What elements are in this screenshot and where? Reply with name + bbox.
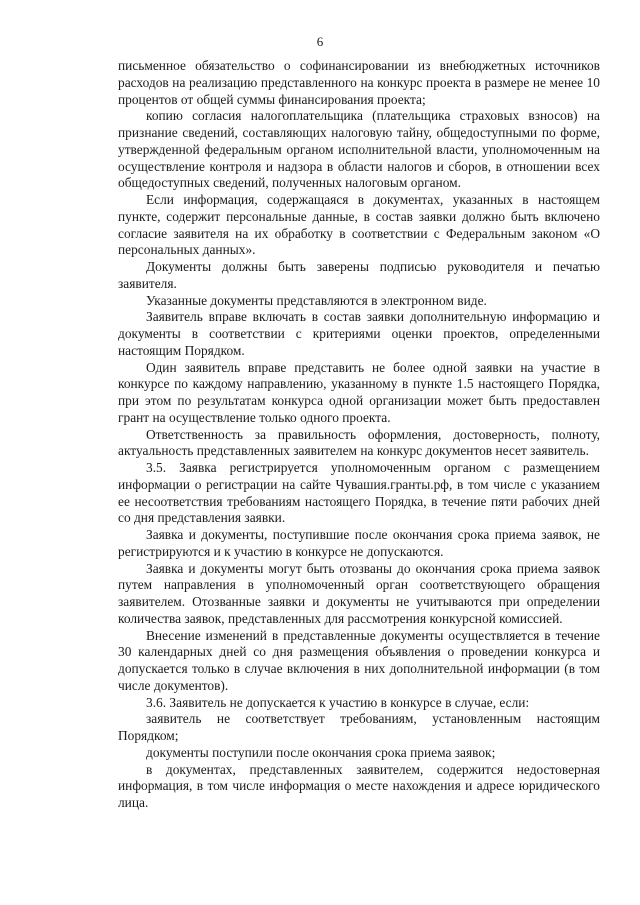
paragraph: Один заявитель вправе представить не более одной заявки на участие в конкурсе по каждому направлению, указанному в пункте 1.5 настоящего Порядка, при этом по результатам конкурса одной организации может быть предоставлен грант на осуществление только одного проекта. [118,359,600,425]
paragraph: в документах, представленных заявителем, содержится недостоверная информация, в том числе информация о месте нахождения и адресе юридического лица. [118,761,600,810]
document-body [118,58,600,812]
paragraph: документы поступили после окончания срока приема заявок; [146,744,496,760]
paragraph: Указанные документы представляются в электронном виде. [146,292,487,308]
paragraph: копию согласия налогоплательщика (плательщика страховых взносов) на признание сведений, составляющих налоговую тайну, общедоступными по форме, утвержденной федеральным органом исполнительной власти, уполномоченным на осуществление контроля и надзора в области налогов и сборов, в отношении всех общедоступных сведений, полученных налоговым органом. [118,108,600,191]
paragraph: Внесение изменений в представленные документы осуществляется в течение 30 календарных дней со дня размещения объявления о проведении конкурса и допускается только в случае включения в них дополнительной информации (в том числе документов). [118,627,600,693]
paragraph: Заявка и документы могут быть отозваны до окончания срока приема заявок путем направления в уполномоченный орган соответствующего обращения заявителем. Отозванные заявки и документы не учитываются при определении количества заявок, представленных для рассмотрения конкурсной комиссией. [118,560,600,626]
paragraph: 3.6. Заявитель не допускается к участию в конкурсе в случае, если: [146,694,530,710]
paragraph: Заявитель вправе включать в состав заявки дополнительную информацию и документы в соответствии с критериями оценки проектов, определенными настоящим Порядком. [118,309,600,358]
paragraph: Ответственность за правильность оформления, достоверность, полноту, актуальность представленных заявителем на конкурс документов несет заявитель. [118,426,600,459]
paragraph: письменное обязательство о софинансировании из внебюджетных источников расходов на реализацию представленного на конкурс проекта в размере не менее 10 процентов от общей суммы финансирования проекта; [118,58,600,107]
paragraph: заявитель не соответствует требованиям, установленным настоящим Порядком; [118,711,600,743]
paragraph: Документы должны быть заверены подписью руководителя и печатью заявителя. [118,259,600,291]
page-number: 6 [316,34,324,49]
paragraph: 3.5. Заявка регистрируется уполномоченным органом с размещением информации о регистрации на сайте Чувашия.гранты.рф, в том числе с указанием ее несоответствия требованиям настоящего Порядка, в течение пяти рабочих дней со дня представления заявки. [118,460,600,526]
paragraph: Заявка и документы, поступившие после окончания срока приема заявок, не регистрируются и к участию в конкурсе не допускаются. [118,527,600,559]
paragraph: Если информация, содержащаяся в документах, указанных в настоящем пункте, содержит персональные данные, в состав заявки должно быть включено согласие заявителя на их обработку в соответствии с Федеральным законом «О персональных данных». [118,192,600,258]
